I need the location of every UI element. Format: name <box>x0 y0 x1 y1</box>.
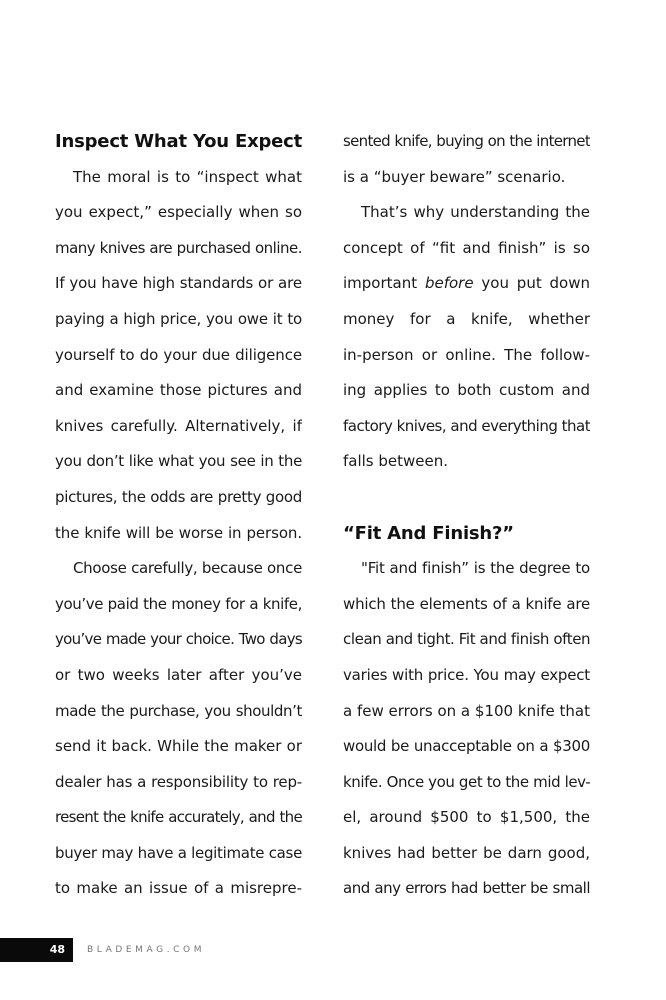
body-text: you put down <box>473 274 590 293</box>
body-line: is a “buyer beware” scenario. <box>343 167 566 186</box>
body-line: sented knife, buying on the internet <box>343 132 590 150</box>
page-number: 48 <box>0 938 73 962</box>
emphasis-text: before <box>424 274 474 293</box>
body-line: el, around $500 to $1,500, the <box>343 808 590 827</box>
body-line: knives had better be darn good, <box>343 843 590 862</box>
body-line: you expect,” especially when so <box>55 203 302 222</box>
body-line: ing applies to both custom and <box>343 381 590 400</box>
body-line: money for a knife, whether <box>343 309 590 328</box>
body-line: falls between. <box>343 452 449 471</box>
section-heading-inspect: Inspect What You Expect <box>55 131 302 152</box>
body-line: to make an issue of a misrepre- <box>55 879 302 898</box>
body-line: or two weeks later after you’ve <box>55 665 302 684</box>
body-line: varies with price. You may expect <box>343 665 590 684</box>
body-line: in-person or online. The follow- <box>343 345 590 364</box>
body-line: you’ve paid the money for a knife, <box>55 594 302 613</box>
body-line: the knife will be worse in person. <box>55 523 302 542</box>
body-line: would be unacceptable on a $300 <box>343 737 590 756</box>
section-spacer <box>343 480 590 516</box>
body-line: and examine those pictures and <box>55 381 302 400</box>
body-line: concept of “fit and finish” is so <box>343 238 590 257</box>
body-line: many knives are purchased online. <box>55 238 302 257</box>
section-heading-fit-and-finish: “Fit And Finish?” <box>343 522 514 544</box>
body-line: knives carefully. Alternatively, if <box>55 416 302 435</box>
body-line: "Fit and finish” is the degree to <box>361 559 590 578</box>
body-line: yourself to do your due diligence <box>55 345 302 364</box>
body-line: The moral is to “inspect what <box>73 167 302 186</box>
body-line: made the purchase, you shouldn’t <box>55 701 302 720</box>
body-line: you’ve made your choice. Two days <box>55 630 302 649</box>
body-line: pictures, the odds are pretty good <box>55 487 302 506</box>
body-line: factory knives, and everything that <box>343 416 590 435</box>
body-line: dealer has a responsibility to rep- <box>55 772 302 791</box>
page-footer <box>0 938 300 962</box>
body-line: knife. Once you get to the mid lev- <box>343 772 590 791</box>
body-line: and any errors had better be small <box>343 879 590 898</box>
body-line: which the elements of a knife are <box>343 594 590 613</box>
right-column <box>343 124 590 907</box>
left-column <box>55 124 302 907</box>
body-line: That’s why understanding the <box>361 203 590 222</box>
body-line-emphasis <box>343 266 590 302</box>
body-line: Choose carefully, because once <box>73 559 302 578</box>
body-line: If you have high standards or are <box>55 274 302 293</box>
body-line: paying a high price, you owe it to <box>55 309 302 328</box>
body-line: buyer may have a legitimate case <box>55 843 302 862</box>
body-text: important <box>343 274 425 293</box>
site-name: BLADEMAG.COM <box>87 945 206 955</box>
body-line: you don’t like what you see in the <box>55 452 302 471</box>
body-line: resent the knife accurately, and the <box>55 808 302 827</box>
body-line: send it back. While the maker or <box>55 737 302 756</box>
body-line: a few errors on a $100 knife that <box>343 701 590 720</box>
body-line: clean and tight. Fit and finish often <box>343 630 590 649</box>
